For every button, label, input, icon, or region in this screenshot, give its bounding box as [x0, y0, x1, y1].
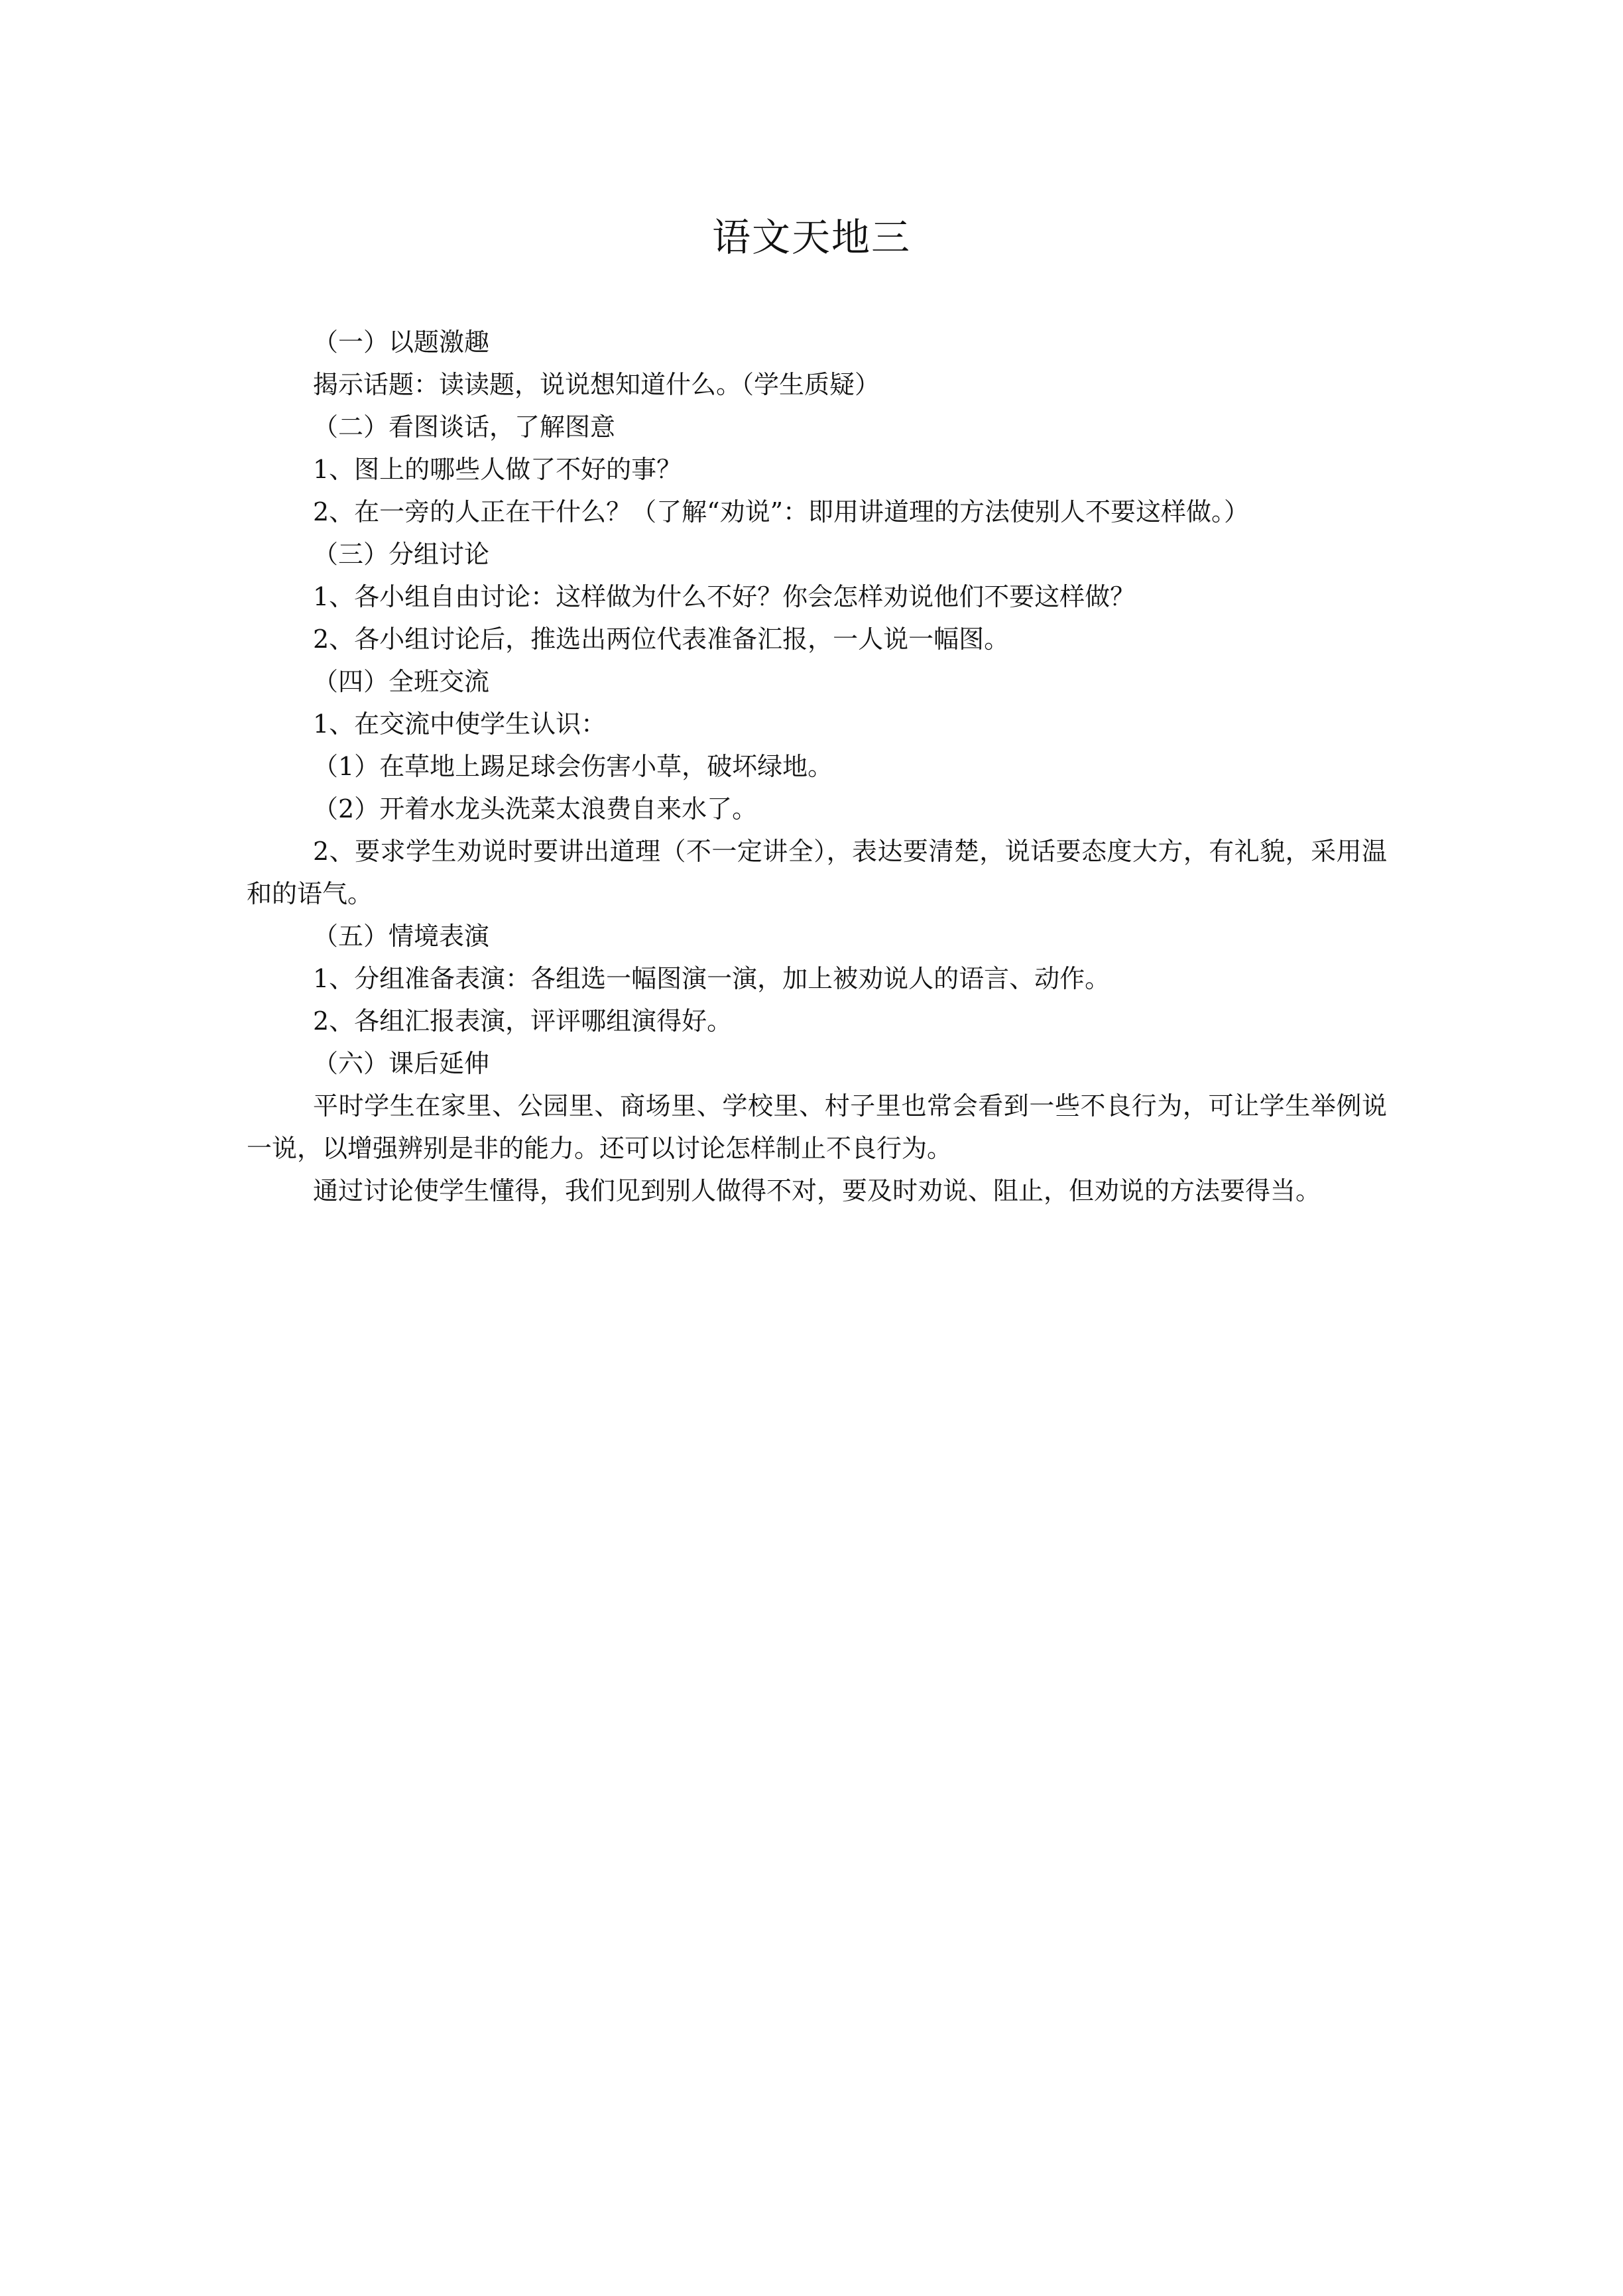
- section-heading-2: （二）看图谈话，了解图意: [313, 412, 616, 442]
- section-heading-6: （六）课后延伸: [313, 1049, 490, 1078]
- list-item: 2、各小组讨论后，推选出两位代表准备汇报，一人说一幅图。: [313, 625, 1010, 654]
- paragraph: 揭示话题：读读题，说说想知道什么。（学生质疑）: [313, 370, 880, 399]
- paragraph: 通过讨论使学生懂得，我们见到别人做得不对，要及时劝说、阻止，但劝说的方法要得当。: [313, 1176, 1321, 1205]
- list-item: 2、各组汇报表演，评评哪组演得好。: [313, 1006, 733, 1036]
- section-heading-1: （一）以题激趣: [313, 328, 490, 357]
- section-heading-4: （四）全班交流: [313, 667, 490, 696]
- section-heading-5: （五）情境表演: [313, 922, 490, 951]
- section-heading-3: （三）分组讨论: [313, 540, 490, 569]
- list-item: 1、分组准备表演：各组选一幅图演一演，加上被劝说人的语言、动作。: [313, 964, 1111, 993]
- document-title: 语文天地三: [711, 215, 911, 260]
- document-body: [247, 321, 1387, 1212]
- paragraph: 平时学生在家里、公园里、商场里、学校里、村子里也常会看到一些不良行为，可让学生举例说一说，以增强辨别是非的能力。还可以讨论怎样制止不良行为。: [247, 1091, 1387, 1163]
- list-item: 1、各小组自由讨论：这样做为什么不好？你会怎样劝说他们不要这样做？: [313, 582, 1136, 611]
- list-item: 1、在交流中使学生认识：: [313, 709, 607, 739]
- list-item: 1、图上的哪些人做了不好的事？: [313, 455, 682, 484]
- list-item: 2、要求学生劝说时要讲出道理（不一定讲全），表达要清楚，说话要态度大方，有礼貌，采用温和的语气。: [247, 837, 1387, 908]
- list-item: 2、在一旁的人正在干什么？（了解“劝说”：即用讲道理的方法使别人不要这样做。）: [313, 497, 1250, 526]
- sub-list-item: （2）开着水龙头洗菜太浪费自来水了。: [313, 794, 758, 823]
- sub-list-item: （1）在草地上踢足球会伤害小草，破坏绿地。: [313, 752, 833, 781]
